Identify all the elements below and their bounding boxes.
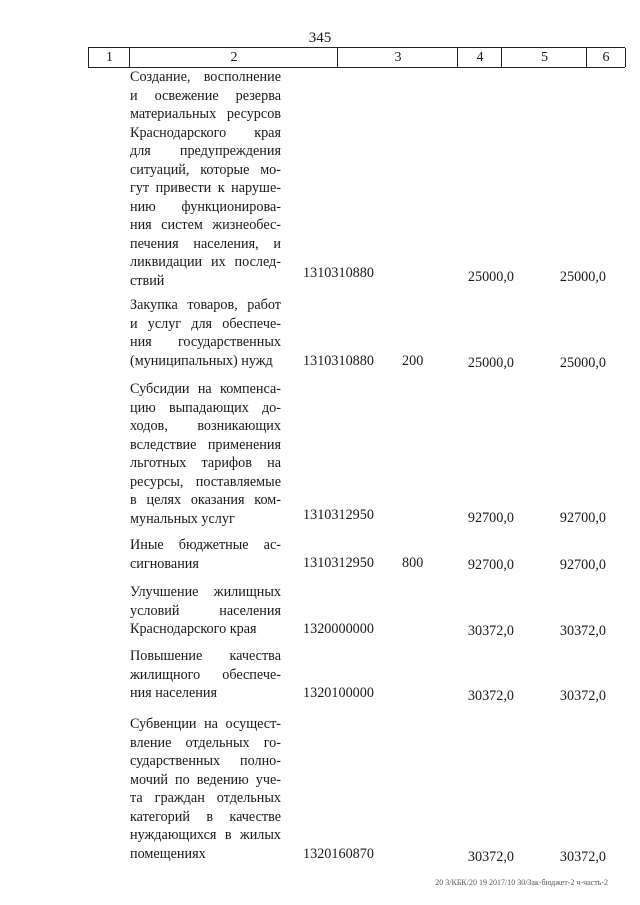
desc-line: ходов, возникающих [130, 418, 281, 434]
expense-type: 800 [402, 555, 424, 571]
desc-line: ликвидации их послед- [130, 254, 281, 270]
amount-col-6: 92700,0 [559, 557, 606, 573]
amount-col-6: 92700,0 [559, 510, 606, 526]
page-number: 345 [308, 30, 332, 46]
desc-line: ресурсы, поставляемые [130, 473, 281, 490]
header-col-3: 3 [337, 48, 458, 67]
amount-col-5: 30372,0 [467, 849, 514, 865]
target-code: 1310312950 [303, 507, 374, 523]
desc-line: ствий [130, 272, 165, 289]
amount-col-6: 25000,0 [559, 355, 606, 371]
desc-line: Субвенции на осущест- [130, 716, 281, 732]
desc-line: ния населения [130, 685, 218, 701]
amount-col-5: 25000,0 [467, 355, 514, 371]
desc-line: нуждающихся в жилых [130, 827, 281, 843]
desc-line: гут привести к наруше- [130, 180, 281, 196]
row-description [130, 536, 281, 573]
desc-line: и освежение резерва [130, 87, 281, 104]
desc-line: сударственных полно- [130, 753, 281, 769]
header-col-6: 6 [586, 48, 626, 67]
expense-type: 200 [402, 353, 424, 369]
amount-col-5: 92700,0 [467, 510, 514, 526]
desc-line: в целях оказания ком- [130, 492, 281, 508]
row-description [130, 68, 281, 290]
desc-line: и услуг для обеспече- [130, 315, 281, 332]
desc-line: категорий в качестве [130, 808, 281, 825]
row-description [130, 583, 281, 639]
desc-line: вление отдельных го- [130, 734, 281, 751]
desc-line: ситуаций, которые мо- [130, 161, 281, 178]
desc-line: нию функционирова- [130, 198, 281, 215]
amount-col-5: 30372,0 [467, 688, 514, 704]
amount-col-5: 25000,0 [467, 269, 514, 285]
row-description [130, 715, 281, 863]
target-code: 1320160870 [303, 846, 374, 862]
row-description [130, 647, 281, 703]
desc-line: Субсидии на компенса- [130, 381, 281, 397]
table-header [88, 47, 625, 68]
desc-line: Иные бюджетные ас- [130, 537, 281, 553]
amount-col-6: 30372,0 [559, 623, 606, 639]
desc-line: Создание, восполнение [130, 69, 281, 85]
desc-line: помещениях [130, 845, 206, 862]
desc-line: та граждан отдельных [130, 790, 281, 806]
desc-line: (муниципальных) нужд [130, 352, 273, 369]
desc-line: мунальных услуг [130, 510, 235, 527]
desc-line: для предупреждения [130, 143, 281, 159]
desc-line: Закупка товаров, работ [130, 297, 281, 313]
footer-file-reference: 20 3/КБК/20 19 2017/10 30/Зак-бюджет-2 ч-часть-2 [435, 878, 608, 887]
row-description [130, 296, 281, 370]
desc-line: льготных тарифов на [130, 455, 281, 471]
header-col-5: 5 [501, 48, 587, 67]
amount-col-5: 30372,0 [467, 623, 514, 639]
desc-line: материальных ресурсов [130, 106, 281, 122]
desc-line: Краснодарского края [130, 124, 281, 141]
desc-line: мочий по ведению уче- [130, 771, 281, 788]
target-code: 1320100000 [303, 685, 374, 701]
amount-col-6: 30372,0 [559, 688, 606, 704]
desc-line: Повышение качества [130, 648, 281, 664]
desc-line: ния систем жизнеобес- [130, 217, 281, 233]
desc-line: цию выпадающих до- [130, 399, 281, 416]
desc-line: жилищного обеспече- [130, 666, 281, 683]
amount-col-5: 92700,0 [467, 557, 514, 573]
desc-line: сигнования [130, 555, 199, 572]
row-description [130, 380, 281, 528]
desc-line: Краснодарского края [130, 621, 257, 637]
amount-col-6: 30372,0 [559, 849, 606, 865]
desc-line: вследствие применения [130, 436, 281, 453]
target-code: 1310310880 [303, 265, 374, 281]
header-col-1: 1 [88, 48, 130, 67]
desc-line: Улучшение жилищных [130, 584, 281, 600]
header-col-4: 4 [457, 48, 502, 67]
desc-line: ния государственных [130, 334, 281, 350]
target-code: 1320000000 [303, 621, 374, 637]
desc-line: условий населения [130, 602, 281, 619]
header-col-2: 2 [129, 48, 338, 67]
target-code: 1310312950 [303, 555, 374, 571]
amount-col-6: 25000,0 [559, 269, 606, 285]
desc-line: печения населения, и [130, 235, 281, 252]
target-code: 1310310880 [303, 353, 374, 369]
